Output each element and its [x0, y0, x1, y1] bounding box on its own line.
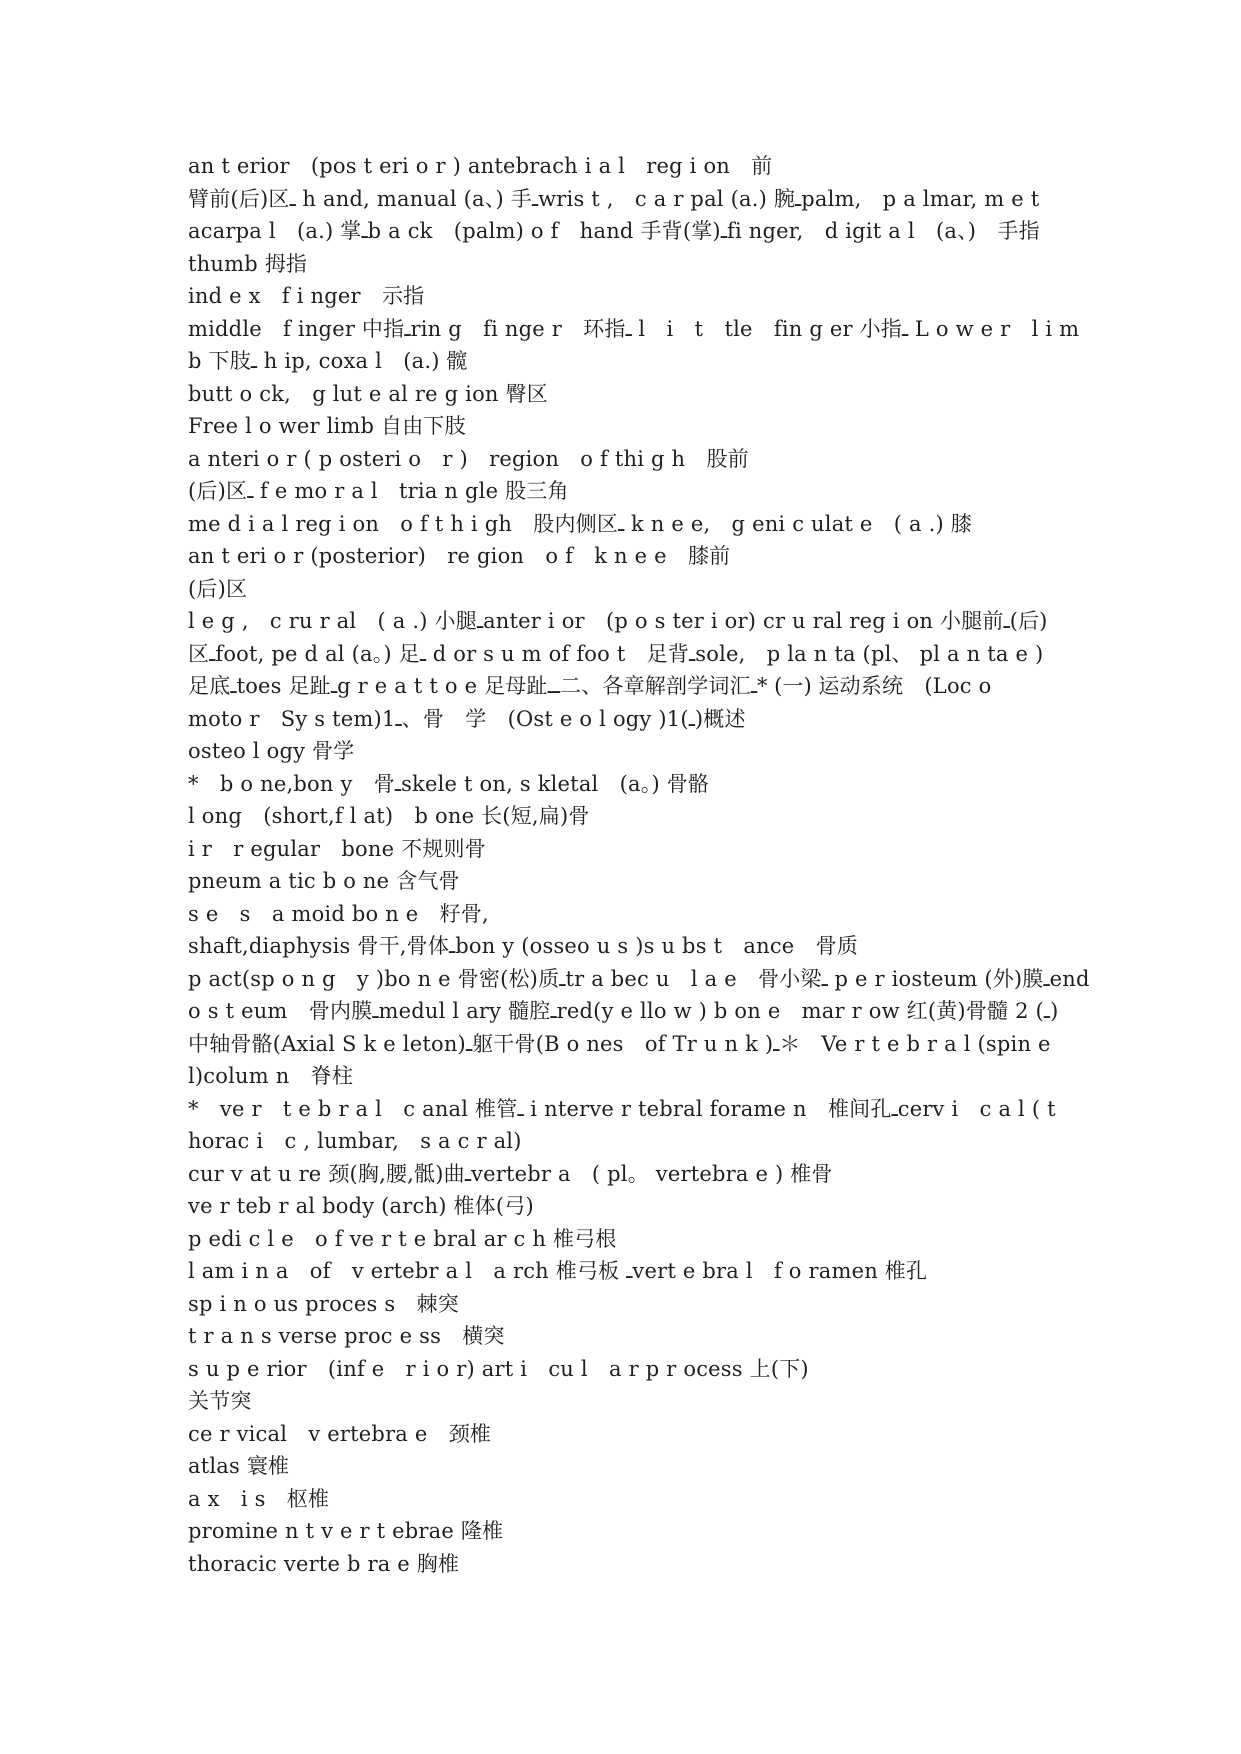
- text-line: 中轴骨骼(Axial S k e leton)ـ躯干骨(B o nes of Tr u n k )ـ＊ Ve r t e b r a l (spin e: [188, 1031, 1051, 1056]
- text-line: osteo l ogy 骨学: [188, 739, 355, 763]
- text-line: (后)区ـ f e mo r a l tria n gle 股三角: [188, 479, 569, 503]
- text-line: thoracic verte b ra e 胸椎: [188, 1551, 460, 1576]
- text-line: ind e x f i nger 示指: [188, 284, 425, 308]
- text-line: (后)区: [188, 576, 248, 601]
- text-line: a nteri o r ( p osteri o r ) region o f thi g h 股前: [188, 446, 749, 471]
- text-line: promine n t v e r t ebrae 隆椎: [188, 1519, 504, 1543]
- text-line: an t erior (pos t eri o r ) antebrach i a l reg i on 前: [188, 154, 773, 178]
- text-line: 臂前(后)区ـ h and, manual (a、) 手ـwris t , c a r pal (a.) 腕ـpalm, p a lmar, m e t: [188, 186, 1040, 211]
- text-line: middle f inger 中指ـrin g fi nge r 环指ـ l i t tle fin g er 小指ـ L o w e r l i m: [188, 316, 1080, 341]
- text-line: t r a n s verse proc e ss 横突: [188, 1324, 505, 1348]
- text-line: i r r egular bone 不规则骨: [188, 836, 486, 861]
- text-line: thumb 拇指: [188, 251, 308, 276]
- text-line: butt o ck, g lut e al re g ion 臀区: [188, 381, 548, 406]
- text-line: s u p e rior (inf e r i o r) art i cu l a r p r ocess 上(下): [188, 1356, 809, 1381]
- text-line: l)colum n 脊柱: [188, 1064, 354, 1088]
- text-line: a x i s 枢椎: [188, 1486, 330, 1511]
- text-line: s e s a moid bo n e 籽骨,: [188, 901, 489, 926]
- text-line: an t eri o r (posterior) re gion o f k n e e 膝前: [188, 544, 731, 568]
- text-line: shaft,diaphysis 骨干,骨体ـbon y (osseo u s )s u bs t ance 骨质: [188, 934, 859, 958]
- text-line: ve r teb r al body (arch) 椎体(弓): [188, 1194, 534, 1218]
- text-line: atlas 寰椎: [188, 1454, 290, 1478]
- text-line: Free l o wer limb 自由下肢: [188, 414, 466, 438]
- text-line: 足底ـtoes 足趾ـg r e a t t o e 足母趾ــ二、各章解剖学词汇ـ* (一) 运动系统 (Loc o: [188, 674, 992, 698]
- text-line: horac i c , lumbar, s a c r al): [188, 1129, 522, 1153]
- text-line: l am i n a of v ertebr a l a rch 椎弓板 ـvert e bra l f o ramen 椎孔: [188, 1259, 928, 1283]
- text-line: o s t eum 骨内膜ـmedul l ary 髓腔ـred(y e llo w ) b on e mar r ow 红(黄)骨髓 2 (ـ): [188, 999, 1059, 1023]
- text-line: b 下肢ـ h ip, coxa l (a.) 髋: [188, 349, 468, 373]
- text-line: me d i a l reg i on o f t h i gh 股内侧区ـ k n e e, g eni c ulat e ( a .) 膝: [188, 511, 972, 536]
- text-line: * b o ne,bon y 骨ـskele t on, s kletal (a。) 骨骼: [188, 771, 710, 796]
- text-line: p edi c l e o f ve r t e bral ar c h 椎弓根: [188, 1226, 617, 1251]
- text-line: moto r Sy s tem)1ـ、骨 学 (Ost e o l ogy )1(ـ)概述: [188, 706, 746, 731]
- text-line: ce r vical v ertebra e 颈椎: [188, 1421, 492, 1446]
- text-line: * ve r t e b r a l c anal 椎管ـ i nterve r tebral forame n 椎间孔ـcerv i c a l ( t: [188, 1096, 1056, 1121]
- text-line: acarpa l (a.) 掌ـb a ck (palm) o f hand 手背(掌)ـfi nger, d igit a l (a、) 手指: [188, 219, 1040, 243]
- vocabulary-text-block: [188, 150, 1088, 1580]
- text-line: sp i n o us proces s 棘突: [188, 1291, 459, 1316]
- text-line: l ong (short,f l at) b one 长(短,扁)骨: [188, 804, 590, 828]
- text-line: pneum a tic b o ne 含气骨: [188, 869, 460, 893]
- text-line: l e g , c ru r al ( a .) 小腿ـanter i or (p o s ter i or) cr u ral reg i on 小腿前ـ(后): [188, 609, 1048, 633]
- text-line: cur v at u re 颈(胸,腰,骶)曲ـvertebr a ( pl。 vertebra e ) 椎骨: [188, 1161, 833, 1186]
- text-line: 关节突: [188, 1389, 252, 1413]
- text-line: 区ـfoot, pe d al (a。) 足ـ d or s u m of foo t 足背ـsole, p la n ta (pl、 pl a n ta e ): [188, 641, 1044, 666]
- text-line: p act(sp o n g y )bo n e 骨密(松)质ـtr a bec u l a e 骨小梁ـ p e r iosteum (外)膜ـend: [188, 966, 1090, 991]
